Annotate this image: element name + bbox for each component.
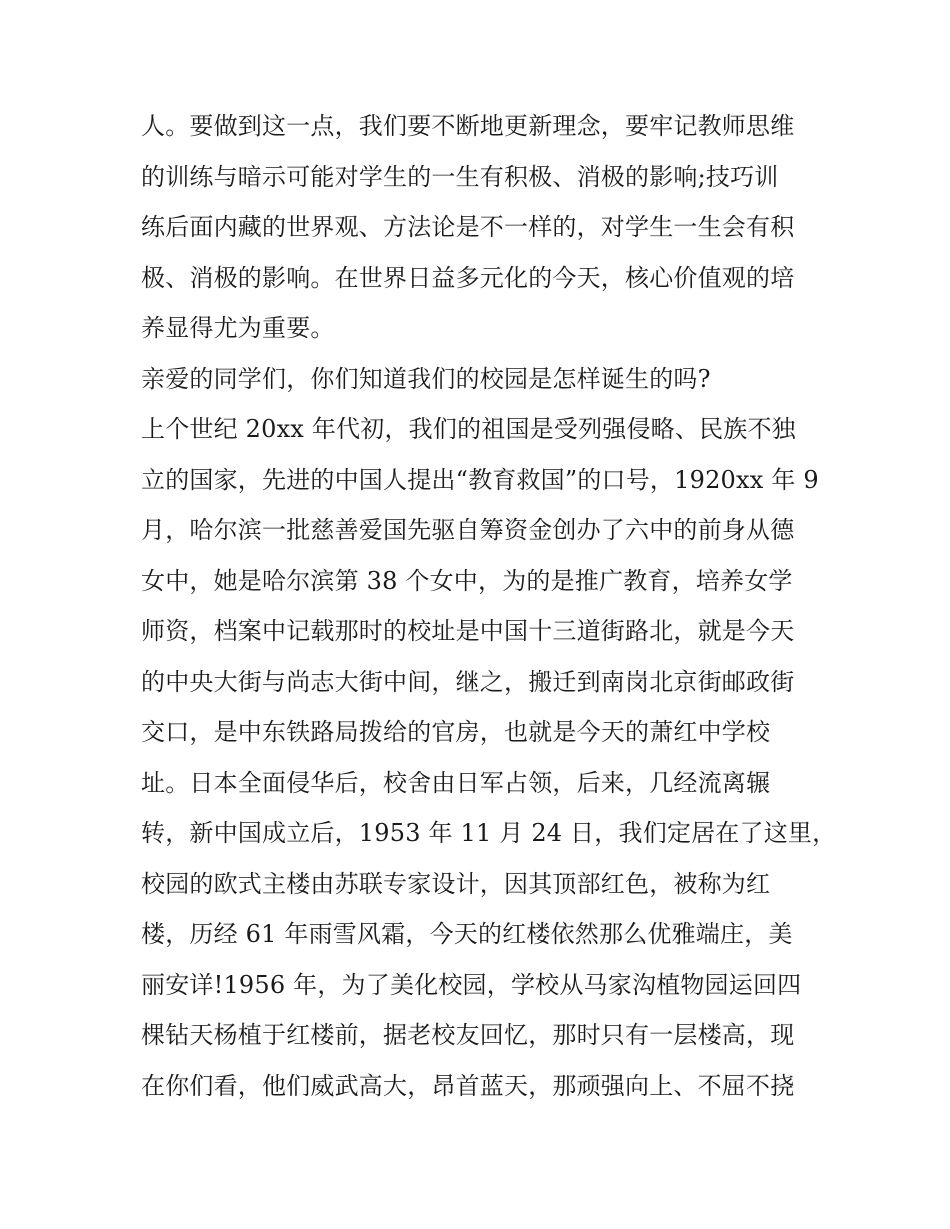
- text-line: 丽安详!1956 年，为了美化校园，学校从马家沟植物园运回四: [141, 970, 802, 999]
- text-line: 亲爱的同学们，你们知道我们的校园是怎样诞生的吗?: [141, 364, 711, 393]
- text-line: 转，新中国成立后，1953 年 11 月 24 日，我们定居在了这里，: [141, 819, 837, 847]
- text-line: 的训练与暗示可能对学生的一生有积极、消极的影响;技巧训: [141, 162, 779, 191]
- paragraph-core-values: [141, 101, 813, 354]
- text-line: 楼，历经 61 年雨雪风霜，今天的红楼依然那么优雅端庄，美: [141, 920, 793, 948]
- body-text: [141, 101, 837, 1111]
- text-line: 址。日本全面侵华后，校舍由日军占领，后来，几经流离辗: [141, 768, 771, 797]
- text-line: 上个世纪 20xx 年代初，我们的祖国是受列强侵略、民族不独: [141, 415, 796, 443]
- text-line: 交口，是中东铁路局拨给的官房，也就是今天的萧红中学校: [141, 718, 771, 746]
- text-line: 师资，档案中记载那时的校址是中国十三道街路北，就是今天: [141, 617, 795, 645]
- text-line: 练后面内藏的世界观、方法论是不一样的，对学生一生会有积: [141, 213, 795, 241]
- text-line: 校园的欧式主楼由苏联专家设计，因其顶部红色，被称为红: [141, 869, 771, 898]
- text-line: 月，哈尔滨一批慈善爱国先驱自筹资金创办了六中的前身从德: [141, 516, 795, 544]
- text-line: 棵钻天杨植于红楼前，据老校友回忆，那时只有一层楼高，现: [141, 1021, 795, 1049]
- paragraph-question: [141, 354, 813, 405]
- text-line: 女中，她是哈尔滨第 38 个女中，为的是推广教育，培养女学: [141, 566, 793, 595]
- text-line: 养显得尤为重要。: [141, 314, 335, 342]
- paragraph-school-history: [141, 404, 837, 1111]
- text-line: 在你们看，他们威武高大，昂首蓝天，那顽强向上、不屈不挠: [141, 1071, 795, 1100]
- text-line: 极、消极的影响。在世界日益多元化的今天，核心价值观的培: [141, 263, 795, 292]
- text-line: 立的国家，先进的中国人提出“教育救国”的口号，1920xx 年 9: [141, 465, 819, 494]
- text-line: 人。要做到这一点，我们要不断地更新理念，要牢记教师思维: [141, 112, 795, 140]
- text-line: 的中央大街与尚志大街中间，继之，搬迁到南岗北京街邮政街: [141, 667, 795, 696]
